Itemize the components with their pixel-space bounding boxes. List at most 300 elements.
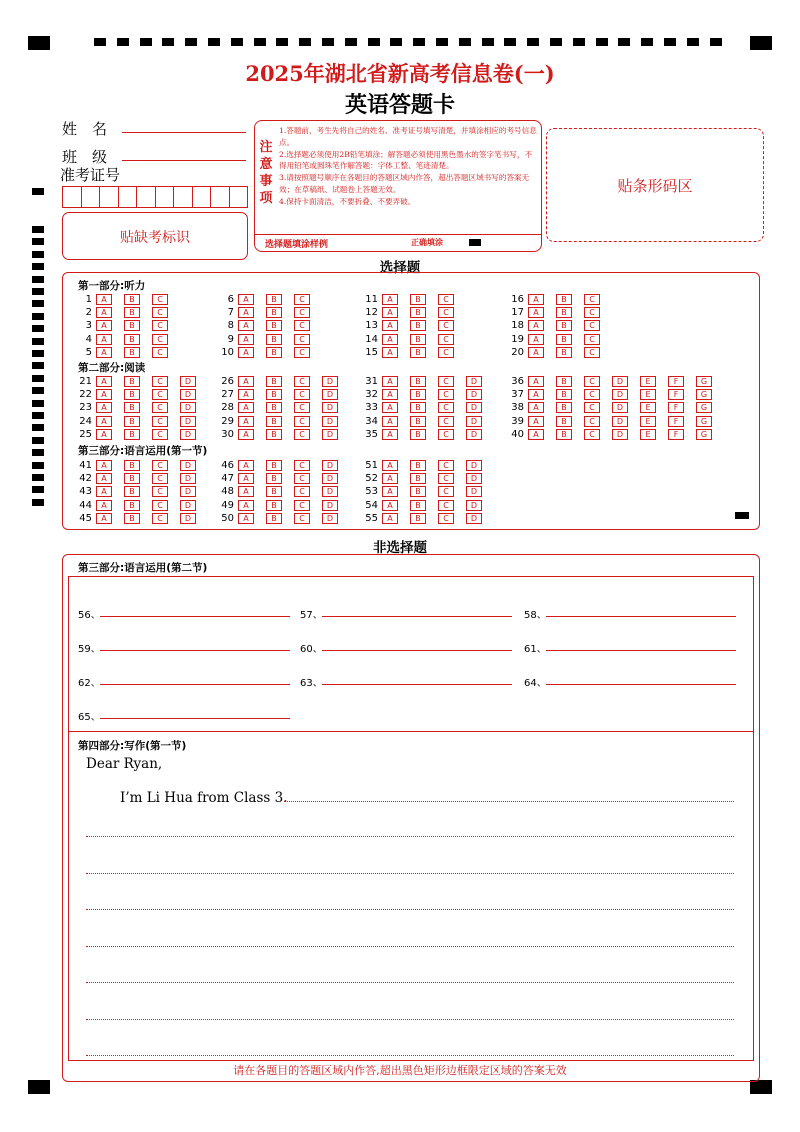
option-bubble-b[interactable]: B [124, 294, 140, 305]
option-bubble-d[interactable]: D [180, 376, 196, 387]
name-field[interactable] [122, 132, 246, 133]
question-number: 27 [221, 389, 234, 401]
option-bubble-d[interactable]: D [180, 500, 196, 511]
option-bubble-a[interactable]: A [238, 513, 254, 524]
option-bubble-c[interactable]: C [294, 460, 310, 471]
writing-line[interactable] [86, 836, 734, 837]
notice-box [254, 120, 542, 252]
option-bubble-a[interactable]: A [238, 500, 254, 511]
option-bubble-g[interactable]: G [696, 429, 712, 440]
option-bubble-c[interactable]: C [438, 486, 454, 497]
option-bubble-c[interactable]: C [294, 347, 310, 358]
option-bubble-c[interactable]: C [584, 429, 600, 440]
question-32 [362, 389, 494, 400]
option-bubble-e[interactable]: E [640, 416, 656, 427]
option-bubble-c[interactable]: C [152, 473, 168, 484]
option-bubble-c[interactable]: C [152, 429, 168, 440]
option-bubble-b[interactable]: B [410, 416, 426, 427]
option-bubble-b[interactable]: B [266, 429, 282, 440]
option-bubble-g[interactable]: G [696, 389, 712, 400]
exam-no-grid[interactable] [62, 186, 248, 208]
option-bubble-a[interactable]: A [528, 376, 544, 387]
option-bubble-d[interactable]: D [612, 376, 628, 387]
option-bubble-a[interactable]: A [238, 334, 254, 345]
option-bubble-b[interactable]: B [556, 402, 572, 413]
option-bubble-b[interactable]: B [556, 347, 572, 358]
question-number: 15 [365, 346, 378, 358]
option-bubble-b[interactable]: B [410, 307, 426, 318]
option-bubble-a[interactable]: A [238, 347, 254, 358]
option-bubble-c[interactable]: C [294, 376, 310, 387]
option-bubble-d[interactable]: D [180, 513, 196, 524]
option-bubble-a[interactable]: A [96, 429, 112, 440]
option-bubble-a[interactable]: A [528, 294, 544, 305]
option-bubble-b[interactable]: B [266, 294, 282, 305]
option-bubble-b[interactable]: B [556, 376, 572, 387]
option-bubble-b[interactable]: B [410, 429, 426, 440]
option-bubble-b[interactable]: B [556, 294, 572, 305]
option-bubble-d[interactable]: D [322, 429, 338, 440]
option-bubble-c[interactable]: C [584, 294, 600, 305]
option-bubble-b[interactable]: B [124, 320, 140, 331]
blank-answer-line[interactable] [100, 616, 290, 617]
option-bubble-a[interactable]: A [528, 389, 544, 400]
option-bubble-e[interactable]: E [640, 389, 656, 400]
option-bubble-c[interactable]: C [152, 294, 168, 305]
timing-mark [32, 238, 44, 245]
option-bubble-d[interactable]: D [466, 460, 482, 471]
option-bubble-c[interactable]: C [438, 347, 454, 358]
writing-line[interactable] [86, 873, 734, 874]
option-bubble-c[interactable]: C [294, 320, 310, 331]
option-bubble-b[interactable]: B [124, 486, 140, 497]
option-bubble-c[interactable]: C [438, 389, 454, 400]
option-bubble-b[interactable]: B [124, 334, 140, 345]
exam-no-cell[interactable] [230, 186, 249, 208]
option-bubble-d[interactable]: D [466, 500, 482, 511]
option-bubble-b[interactable]: B [410, 294, 426, 305]
blank-answer-line[interactable] [322, 684, 512, 685]
option-bubble-c[interactable]: C [294, 334, 310, 345]
option-bubble-f[interactable]: F [668, 376, 684, 387]
option-bubble-c[interactable]: C [152, 513, 168, 524]
option-bubble-a[interactable]: A [96, 334, 112, 345]
option-bubble-a[interactable]: A [382, 500, 398, 511]
option-bubble-c[interactable]: C [584, 402, 600, 413]
option-bubble-a[interactable]: A [238, 294, 254, 305]
option-bubble-c[interactable]: C [584, 376, 600, 387]
question-37 [508, 389, 724, 400]
option-bubble-a[interactable]: A [528, 334, 544, 345]
option-bubble-a[interactable]: A [382, 486, 398, 497]
option-bubble-b[interactable]: B [124, 376, 140, 387]
option-bubble-a[interactable]: A [96, 473, 112, 484]
option-bubble-a[interactable]: A [382, 320, 398, 331]
option-bubble-c[interactable]: C [152, 416, 168, 427]
question-40 [508, 429, 724, 440]
option-bubble-b[interactable]: B [410, 500, 426, 511]
blank-answer-line[interactable] [100, 684, 290, 685]
timing-mark [504, 38, 516, 46]
option-bubble-b[interactable]: B [410, 334, 426, 345]
option-bubble-d[interactable]: D [180, 429, 196, 440]
option-bubble-b[interactable]: B [556, 320, 572, 331]
question-number: 52 [365, 473, 378, 485]
option-bubble-b[interactable]: B [266, 416, 282, 427]
option-bubble-a[interactable]: A [528, 416, 544, 427]
option-bubble-a[interactable]: A [238, 486, 254, 497]
option-bubble-c[interactable]: C [152, 347, 168, 358]
option-bubble-b[interactable]: B [266, 347, 282, 358]
question-number: 50 [221, 512, 234, 524]
question-53 [362, 486, 494, 497]
option-bubble-a[interactable]: A [382, 402, 398, 413]
question-30 [218, 429, 350, 440]
blank-answer-line[interactable] [322, 650, 512, 651]
question-number: 31 [365, 376, 378, 387]
option-bubble-b[interactable]: B [266, 460, 282, 471]
option-bubble-d[interactable]: D [322, 486, 338, 497]
option-bubble-c[interactable]: C [294, 307, 310, 318]
option-bubble-d[interactable]: D [612, 429, 628, 440]
option-bubble-d[interactable]: D [180, 473, 196, 484]
option-bubble-b[interactable]: B [124, 513, 140, 524]
timing-mark [299, 38, 311, 46]
question-number: 10 [221, 346, 234, 358]
option-bubble-e[interactable]: E [640, 402, 656, 413]
option-bubble-b[interactable]: B [556, 334, 572, 345]
option-bubble-a[interactable]: A [528, 347, 544, 358]
option-bubble-g[interactable]: G [696, 416, 712, 427]
option-bubble-c[interactable]: C [152, 320, 168, 331]
option-bubble-d[interactable]: D [466, 402, 482, 413]
option-bubble-c[interactable]: C [152, 500, 168, 511]
option-bubble-b[interactable]: B [556, 389, 572, 400]
option-bubble-d[interactable]: D [322, 402, 338, 413]
option-bubble-d[interactable]: D [180, 389, 196, 400]
option-bubble-a[interactable]: A [238, 416, 254, 427]
option-bubble-c[interactable]: C [438, 334, 454, 345]
blank-answer-line[interactable] [546, 650, 736, 651]
option-bubble-e[interactable]: E [640, 429, 656, 440]
timing-mark [32, 400, 44, 407]
option-bubble-e[interactable]: E [640, 376, 656, 387]
option-bubble-c[interactable]: C [584, 334, 600, 345]
option-bubble-b[interactable]: B [124, 347, 140, 358]
option-bubble-d[interactable]: D [466, 376, 482, 387]
option-bubble-d[interactable]: D [180, 460, 196, 471]
option-bubble-a[interactable]: A [382, 294, 398, 305]
timing-mark [32, 313, 44, 320]
option-bubble-a[interactable]: A [528, 402, 544, 413]
option-bubble-c[interactable]: C [438, 429, 454, 440]
option-bubble-g[interactable]: G [696, 402, 712, 413]
option-bubble-f[interactable]: F [668, 402, 684, 413]
option-bubble-d[interactable]: D [466, 473, 482, 484]
exam-no-cell[interactable] [193, 186, 212, 208]
option-bubble-a[interactable]: A [96, 402, 112, 413]
option-bubble-d[interactable]: D [322, 473, 338, 484]
blank-number: 59、 [78, 644, 101, 655]
option-bubble-b[interactable]: B [410, 513, 426, 524]
option-bubble-a[interactable]: A [528, 320, 544, 331]
option-bubble-d[interactable]: D [180, 486, 196, 497]
option-bubble-b[interactable]: B [556, 307, 572, 318]
question-number: 43 [79, 486, 92, 498]
option-bubble-a[interactable]: A [96, 376, 112, 387]
option-bubble-b[interactable]: B [410, 460, 426, 471]
option-bubble-a[interactable]: A [238, 460, 254, 471]
option-bubble-b[interactable]: B [124, 307, 140, 318]
blank-answer-line[interactable] [546, 684, 736, 685]
missing-exam-sticker-area[interactable] [62, 212, 248, 260]
option-bubble-b[interactable]: B [266, 334, 282, 345]
timing-mark [368, 38, 380, 46]
question-54 [362, 500, 494, 511]
option-bubble-c[interactable]: C [438, 294, 454, 305]
option-bubble-b[interactable]: B [124, 460, 140, 471]
timing-mark [185, 38, 197, 46]
option-bubble-b[interactable]: B [556, 416, 572, 427]
writing-line[interactable] [86, 1019, 734, 1020]
option-bubble-a[interactable]: A [96, 513, 112, 524]
question-41 [76, 460, 208, 471]
option-bubble-c[interactable]: C [294, 429, 310, 440]
option-bubble-d[interactable]: D [180, 416, 196, 427]
option-bubble-c[interactable]: C [152, 486, 168, 497]
class-field[interactable] [122, 160, 246, 161]
option-bubble-a[interactable]: A [528, 429, 544, 440]
option-bubble-d[interactable]: D [322, 500, 338, 511]
barcode-area[interactable] [546, 128, 764, 242]
option-bubble-b[interactable]: B [410, 473, 426, 484]
option-bubble-c[interactable]: C [152, 376, 168, 387]
option-bubble-d[interactable]: D [612, 389, 628, 400]
question-15 [362, 347, 466, 358]
blank-60 [300, 640, 323, 655]
card-subtitle: 英语答题卡 [344, 92, 455, 118]
option-bubble-d[interactable]: D [322, 376, 338, 387]
option-bubble-b[interactable]: B [410, 376, 426, 387]
option-bubble-a[interactable]: A [96, 294, 112, 305]
option-bubble-c[interactable]: C [294, 294, 310, 305]
option-bubble-a[interactable]: A [238, 320, 254, 331]
exam-no-cell[interactable] [82, 186, 101, 208]
option-bubble-a[interactable]: A [382, 416, 398, 427]
option-bubble-d[interactable]: D [612, 402, 628, 413]
option-bubble-a[interactable]: A [238, 402, 254, 413]
option-bubble-c[interactable]: C [294, 486, 310, 497]
option-bubble-b[interactable]: B [556, 429, 572, 440]
option-bubble-b[interactable]: B [124, 402, 140, 413]
option-bubble-c[interactable]: C [584, 416, 600, 427]
option-bubble-a[interactable]: A [528, 307, 544, 318]
question-42 [76, 473, 208, 484]
option-bubble-a[interactable]: A [96, 500, 112, 511]
exam-no-cell[interactable] [100, 186, 119, 208]
question-number: 29 [221, 415, 234, 427]
option-bubble-c[interactable]: C [438, 416, 454, 427]
option-bubble-a[interactable]: A [96, 486, 112, 497]
option-bubble-b[interactable]: B [266, 486, 282, 497]
blank-answer-line[interactable] [100, 718, 290, 719]
option-bubble-d[interactable]: D [466, 389, 482, 400]
option-bubble-c[interactable]: C [438, 473, 454, 484]
writing-line[interactable] [284, 801, 734, 802]
blank-answer-line[interactable] [322, 616, 512, 617]
option-bubble-a[interactable]: A [96, 389, 112, 400]
writing-line[interactable] [86, 909, 734, 910]
option-bubble-a[interactable]: A [96, 320, 112, 331]
option-bubble-a[interactable]: A [382, 429, 398, 440]
option-bubble-a[interactable]: A [96, 307, 112, 318]
option-bubble-c[interactable]: C [438, 513, 454, 524]
blank-answer-line[interactable] [546, 616, 736, 617]
question-number: 26 [221, 376, 234, 387]
option-bubble-a[interactable]: A [382, 460, 398, 471]
option-bubble-d[interactable]: D [466, 429, 482, 440]
option-bubble-d[interactable]: D [466, 416, 482, 427]
option-bubble-b[interactable]: B [266, 500, 282, 511]
option-bubble-a[interactable]: A [382, 347, 398, 358]
question-8 [218, 320, 322, 331]
writing-line[interactable] [86, 946, 734, 947]
option-bubble-c[interactable]: C [294, 402, 310, 413]
option-bubble-b[interactable]: B [124, 500, 140, 511]
option-bubble-a[interactable]: A [96, 347, 112, 358]
question-number: 54 [365, 499, 378, 511]
option-bubble-b[interactable]: B [124, 429, 140, 440]
option-bubble-b[interactable]: B [266, 389, 282, 400]
option-bubble-d[interactable]: D [322, 389, 338, 400]
option-bubble-c[interactable]: C [152, 460, 168, 471]
writing-line[interactable] [86, 982, 734, 983]
option-bubble-b[interactable]: B [410, 486, 426, 497]
question-number: 16 [511, 294, 524, 305]
timing-mark [436, 38, 448, 46]
option-bubble-d[interactable]: D [322, 513, 338, 524]
option-bubble-c[interactable]: C [294, 416, 310, 427]
option-bubble-c[interactable]: C [584, 389, 600, 400]
option-bubble-c[interactable]: C [438, 460, 454, 471]
option-bubble-c[interactable]: C [584, 347, 600, 358]
question-number: 21 [79, 376, 92, 387]
option-bubble-b[interactable]: B [266, 402, 282, 413]
question-number: 22 [79, 389, 92, 401]
option-bubble-a[interactable]: A [238, 307, 254, 318]
option-bubble-a[interactable]: A [382, 334, 398, 345]
question-number: 42 [79, 473, 92, 485]
option-bubble-a[interactable]: A [238, 389, 254, 400]
option-bubble-a[interactable]: A [382, 307, 398, 318]
option-bubble-f[interactable]: F [668, 429, 684, 440]
fill-sample [255, 234, 541, 251]
option-bubble-f[interactable]: F [668, 416, 684, 427]
notice-item: 1.答题前，考生先将自己的姓名、准考证号填写清楚，并填涂相应的考号信息点。 [279, 126, 537, 147]
exam-no-cell[interactable] [156, 186, 175, 208]
question-number: 36 [511, 376, 524, 387]
option-bubble-a[interactable]: A [238, 473, 254, 484]
option-bubble-a[interactable]: A [382, 473, 398, 484]
option-bubble-d[interactable]: D [466, 513, 482, 524]
option-bubble-c[interactable]: C [152, 334, 168, 345]
option-bubble-d[interactable]: D [466, 486, 482, 497]
option-bubble-a[interactable]: A [238, 376, 254, 387]
option-bubble-c[interactable]: C [438, 320, 454, 331]
option-bubble-a[interactable]: A [96, 460, 112, 471]
blank-62 [78, 674, 101, 689]
option-bubble-b[interactable]: B [266, 473, 282, 484]
option-bubble-d[interactable]: D [322, 460, 338, 471]
timing-mark [32, 412, 44, 419]
option-bubble-a[interactable]: A [238, 429, 254, 440]
question-number: 55 [365, 512, 378, 524]
option-bubble-d[interactable]: D [612, 416, 628, 427]
option-bubble-a[interactable]: A [382, 376, 398, 387]
option-bubble-d[interactable]: D [180, 402, 196, 413]
nonchoice-heading: 非选择题 [373, 540, 427, 556]
option-bubble-c[interactable]: C [438, 500, 454, 511]
question-5 [76, 347, 180, 358]
option-bubble-b[interactable]: B [410, 402, 426, 413]
option-bubble-b[interactable]: B [266, 513, 282, 524]
timing-mark [32, 338, 44, 345]
option-bubble-b[interactable]: B [266, 320, 282, 331]
exam-no-cell[interactable] [137, 186, 156, 208]
timing-mark [32, 288, 44, 295]
option-bubble-c[interactable]: C [294, 513, 310, 524]
blank-57 [300, 606, 323, 621]
exam-no-cell[interactable] [174, 186, 193, 208]
option-bubble-c[interactable]: C [294, 389, 310, 400]
exam-no-cell[interactable] [211, 186, 230, 208]
blank-58 [524, 606, 547, 621]
question-6 [218, 294, 322, 305]
option-bubble-a[interactable]: A [382, 389, 398, 400]
option-bubble-f[interactable]: F [668, 389, 684, 400]
option-bubble-c[interactable]: C [152, 389, 168, 400]
option-bubble-c[interactable]: C [294, 473, 310, 484]
blank-answer-line[interactable] [100, 650, 290, 651]
option-bubble-c[interactable]: C [438, 307, 454, 318]
option-bubble-c[interactable]: C [584, 307, 600, 318]
option-bubble-b[interactable]: B [124, 389, 140, 400]
exam-no-cell[interactable] [119, 186, 138, 208]
option-bubble-b[interactable]: B [410, 320, 426, 331]
question-45 [76, 513, 208, 524]
exam-no-cell[interactable] [62, 186, 82, 208]
option-bubble-d[interactable]: D [322, 416, 338, 427]
option-bubble-b[interactable]: B [266, 307, 282, 318]
writing-line[interactable] [86, 1055, 734, 1056]
option-bubble-g[interactable]: G [696, 376, 712, 387]
option-bubble-c[interactable]: C [584, 320, 600, 331]
option-bubble-c[interactable]: C [438, 376, 454, 387]
option-bubble-c[interactable]: C [294, 500, 310, 511]
option-bubble-c[interactable]: C [152, 402, 168, 413]
option-bubble-b[interactable]: B [124, 473, 140, 484]
option-bubble-c[interactable]: C [152, 307, 168, 318]
option-bubble-a[interactable]: A [96, 416, 112, 427]
option-bubble-b[interactable]: B [266, 376, 282, 387]
option-bubble-b[interactable]: B [410, 389, 426, 400]
option-bubble-b[interactable]: B [124, 416, 140, 427]
notice-item: 4.保持卡面清洁，不要折叠、不要弄破。 [279, 196, 416, 206]
option-bubble-c[interactable]: C [438, 402, 454, 413]
corner-mark-bottom-left [28, 1080, 50, 1094]
option-bubble-b[interactable]: B [410, 347, 426, 358]
option-bubble-a[interactable]: A [382, 513, 398, 524]
